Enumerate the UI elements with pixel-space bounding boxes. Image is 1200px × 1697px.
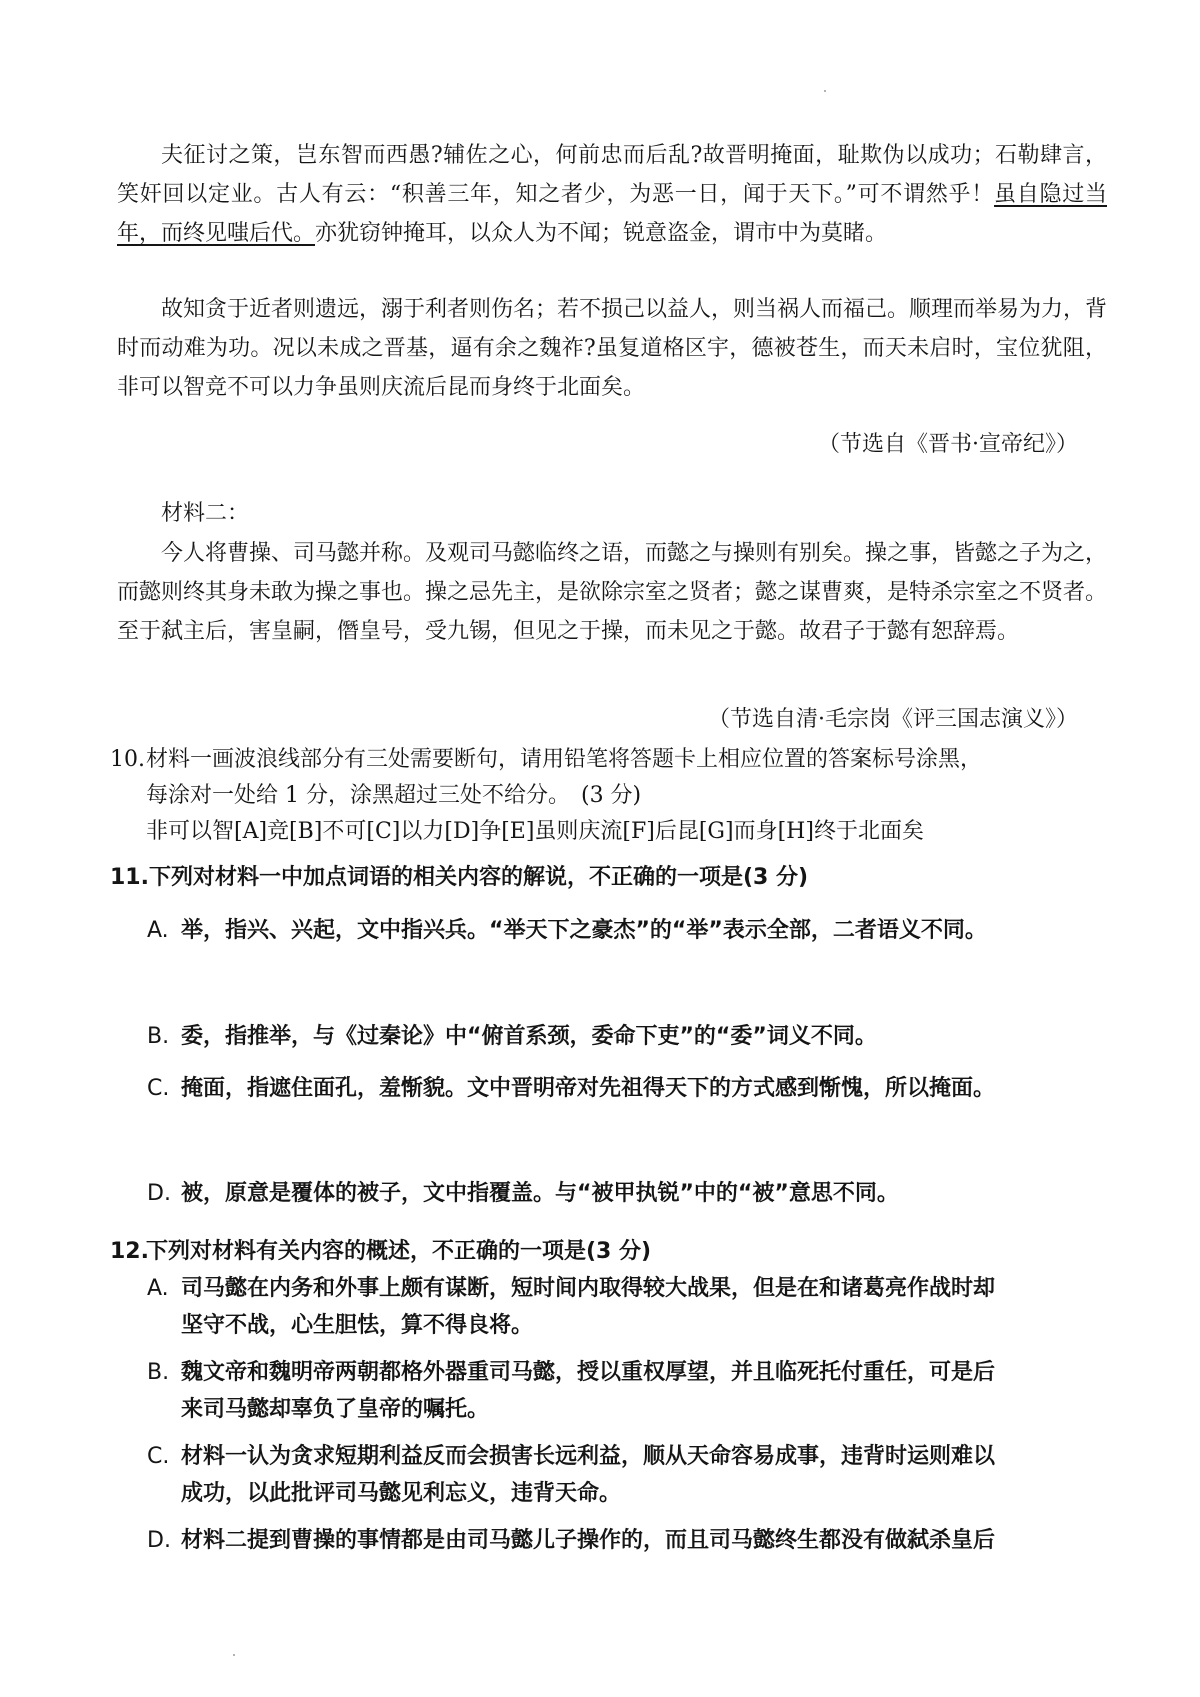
- question-11-option-d: [147, 1175, 1112, 1212]
- option-text-line-1: 材料二提到曹操的事情都是由司马懿儿子操作的，而且司马懿终生都没有做弑杀皇后: [181, 1528, 996, 1553]
- option-text-line-1: 司马懿在内务和外事上颇有谋断，短时间内取得较大战果，但是在和诸葛亮作战时却: [181, 1276, 996, 1301]
- material2-source: （节选自清·毛宗岗《评三国志演义》）: [708, 707, 1078, 732]
- material1-p1-text: 夫征讨之策，岂东智而西愚?辅佐之心，何前忠而后乱?故晋明掩面，耻欺伪以成功；石勒肆言，笑奸回以定业。古人有云：“积善三年，知之者少，为恶一日，闻于天下。”可不谓然乎！: [117, 143, 1107, 207]
- question-12-option-a: [147, 1270, 1112, 1344]
- option-text: 被，原意是覆体的被子，文中指覆盖。与“被甲执锐”中的“被”意思不同。: [181, 1181, 899, 1206]
- option-text-line-1: 材料一认为贪求短期利益反而会损害长远利益，顺从天命容易成事，违背时运则难以: [181, 1444, 996, 1469]
- question-11-option-a: [147, 912, 1112, 949]
- question-10: [110, 742, 1110, 850]
- question-10-line-2: 每涂对一处给 1 分，涂黑超过三处不给分。 (3 分): [146, 783, 642, 808]
- option-letter: A.: [147, 918, 169, 943]
- option-letter: C.: [147, 1444, 170, 1469]
- material1-paragraph-1: [117, 136, 1107, 253]
- material1-p1-text-end: 亦犹窃钟掩耳，以众人为不闻；锐意盗金，谓市中为莫睹。: [315, 221, 888, 246]
- question-12-stem: [110, 1234, 1110, 1270]
- question-12-option-c: [147, 1438, 1112, 1512]
- option-letter: B.: [147, 1024, 170, 1049]
- option-letter: A.: [147, 1276, 169, 1301]
- option-text-line-2: 成功，以此批评司马懿见利忘义，违背天命。: [181, 1481, 622, 1506]
- material1-source: （节选自《晋书·宣帝纪》）: [818, 432, 1078, 457]
- question-12-text: 下列对材料有关内容的概述，不正确的一项是(3 分): [146, 1239, 652, 1264]
- wavy-underlined-sentence: 虽自隐过当年，而终见嗤后代。: [117, 182, 1107, 246]
- option-letter: C.: [147, 1076, 170, 1101]
- material2-label: 材料二：: [161, 501, 250, 526]
- scan-speck: [824, 90, 826, 92]
- option-letter: D.: [147, 1181, 171, 1206]
- option-text: 举，指兴、兴起，文中指兴兵。“举天下之豪杰”的“举”表示全部，二者语义不同。: [181, 918, 987, 943]
- scan-speck: [233, 1654, 235, 1656]
- option-text-line-2: 坚守不战，心生胆怯，算不得良将。: [181, 1313, 534, 1338]
- question-12-option-b: [147, 1354, 1112, 1428]
- question-11-option-b: [147, 1018, 1112, 1055]
- question-10-sentence-break-options: 非可以智[A]竞[B]不可[C]以力[D]争[E]虽则庆流[F]后昆[G]而身[H]终于北面矣: [146, 819, 924, 844]
- question-10-line-1: 材料一画波浪线部分有三处需要断句，请用铅笔将答题卡上相应位置的答案标号涂黑，: [146, 747, 983, 772]
- question-12-option-d: [147, 1522, 1112, 1559]
- material1-paragraph-2: 故知贪于近者则遗远，溺于利者则伤名；若不损己以益人，则当祸人而福己。顺理而举易为力，背时而动难为功。况以未成之晋基，逼有余之魏祚?虽复道格区宇，德被苍生，而天未启时，宝位犹阻，非可以智竞不可以力争虽则庆流后昆而身终于北面矣。: [117, 297, 1108, 400]
- question-11-option-c: [147, 1070, 1112, 1107]
- question-11-stem: 11.下列对材料一中加点词语的相关内容的解说，不正确的一项是(3 分): [110, 865, 809, 890]
- question-12-number: 12.: [110, 1239, 149, 1264]
- option-text: 掩面，指遮住面孔，羞惭貌。文中晋明帝对先祖得天下的方式感到惭愧，所以掩面。: [181, 1076, 996, 1101]
- option-text-line-2: 来司马懿却辜负了皇帝的嘱托。: [181, 1397, 490, 1422]
- question-10-number: 10.: [110, 747, 145, 772]
- option-letter: D.: [147, 1528, 171, 1553]
- material2-paragraph: 今人将曹操、司马懿并称。及观司马懿临终之语，而懿之与操则有别矣。操之事，皆懿之子为之，而懿则终其身未敢为操之事也。操之忌先主，是欲除宗室之贤者；懿之谋曹爽，是特杀宗室之不贤者。至于弑主后，害皇嗣，僭皇号，受九锡，但见之于操，而未见之于懿。故君子于懿有恕辞焉。: [117, 541, 1108, 644]
- option-text-line-1: 魏文帝和魏明帝两朝都格外器重司马懿，授以重权厚望，并且临死托付重任，可是后: [181, 1360, 996, 1385]
- option-letter: B.: [147, 1360, 170, 1385]
- option-text: 委，指推举，与《过秦论》中“俯首系颈，委命下吏”的“委”词义不同。: [181, 1024, 877, 1049]
